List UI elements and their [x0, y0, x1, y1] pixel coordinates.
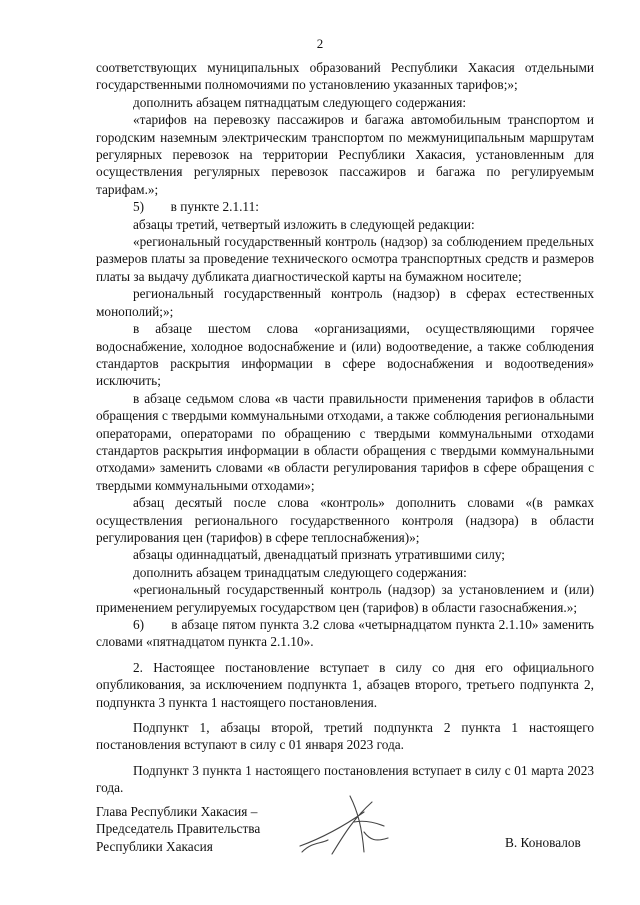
paragraph: «региональный государственный контроль (надзор) за установлением и (или) применением регулируемых государством цен (тарифов) в области газоснабжения.»; — [96, 582, 594, 615]
paragraph: в абзаце шестом слова «организациями, осуществляющими горячее водоснабжение, холодное водоснабжение и (или) водоотведение, а также соблюдения стандартов раскрытия информации в сфере водоснабжения и водоотведения» исключить; — [96, 321, 594, 389]
paragraph: «региональный государственный контроль (надзор) за соблюдением предельных размеров платы за проведение технического осмотра транспортных средств и размеров платы за выдачу дубликата диагностической карты на бумажном носителе; — [96, 234, 594, 284]
paragraph: 2. Настоящее постановление вступает в силу со дня его официального опубликования, за исключением подпункта 1, абзацев второго, третьего подпункта 2, подпункта 3 пункта 1 настоящего постановления. — [96, 659, 594, 710]
document-body — [96, 59, 594, 797]
signatory-title-line: Председатель Правительства — [96, 821, 261, 837]
paragraph: в абзаце седьмом слова «в части правильности применения тарифов в области обращения с твердыми коммунальными отходами, а также соблюдения региональными операторами, операторами по обращению с твердыми коммунальными отходами стандартов раскрытия информации в области обращения с твердыми коммунальными отходами» заменить словами «в области регулирования тарифов в сфере обращения с твердыми коммунальными отходами»; — [96, 390, 594, 493]
handwritten-signature — [292, 782, 402, 862]
paragraph: Подпункт 3 пункта 1 настоящего постановления вступает в силу с 01 марта 2023 года. — [96, 762, 594, 796]
page-number: 2 — [316, 36, 324, 51]
signatory-title-line: Глава Республики Хакасия – — [96, 804, 258, 819]
paragraph: абзац десятый после слова «контроль» дополнить словами «(в рамках осуществления регионального государственного контроля (надзора) в области регулирования цен (тарифов) в сфере теплоснабжения)»; — [96, 495, 594, 545]
paragraph: 5) в пункте 2.1.11: — [133, 199, 259, 215]
paragraph: «тарифов на перевозку пассажиров и багажа автомобильным транспортом и городским наземным электрическим транспортом по межмуниципальным маршрутам регулярных перевозок на территории Республики Хакасия, установленным для осуществления регулярных перевозок пассажиров и багажа по регулируемым тарифам.»; — [96, 112, 594, 197]
paragraph: Подпункт 1, абзацы второй, третий подпункта 2 пункта 1 настоящего постановления вступают в силу с 01 января 2023 года. — [96, 720, 594, 753]
signatory-title-line: Республики Хакасия — [96, 838, 213, 854]
paragraph: абзацы одиннадцатый, двенадцатый признать утратившими силу; — [133, 547, 506, 563]
signatory-title — [96, 803, 260, 855]
paragraph: дополнить абзацем пятнадцатым следующего содержания: — [133, 94, 467, 110]
signatory-name: В. Коновалов — [505, 835, 581, 850]
paragraph: региональный государственный контроль (надзор) в сферах естественных монополий;»; — [96, 286, 594, 319]
paragraph: дополнить абзацем тринадцатым следующего содержания: — [133, 564, 467, 580]
paragraph: абзацы третий, четвертый изложить в следующей редакции: — [133, 216, 475, 232]
paragraph: 6) в абзаце пятом пункта 3.2 слова «четырнадцатом пункта 2.1.10» заменить словами «пятнадцатом пункта 2.1.10». — [96, 617, 594, 650]
paragraph: соответствующих муниципальных образований Республики Хакасия отдельными государственными полномочиями по установлению указанных тарифов;»; — [96, 60, 594, 93]
